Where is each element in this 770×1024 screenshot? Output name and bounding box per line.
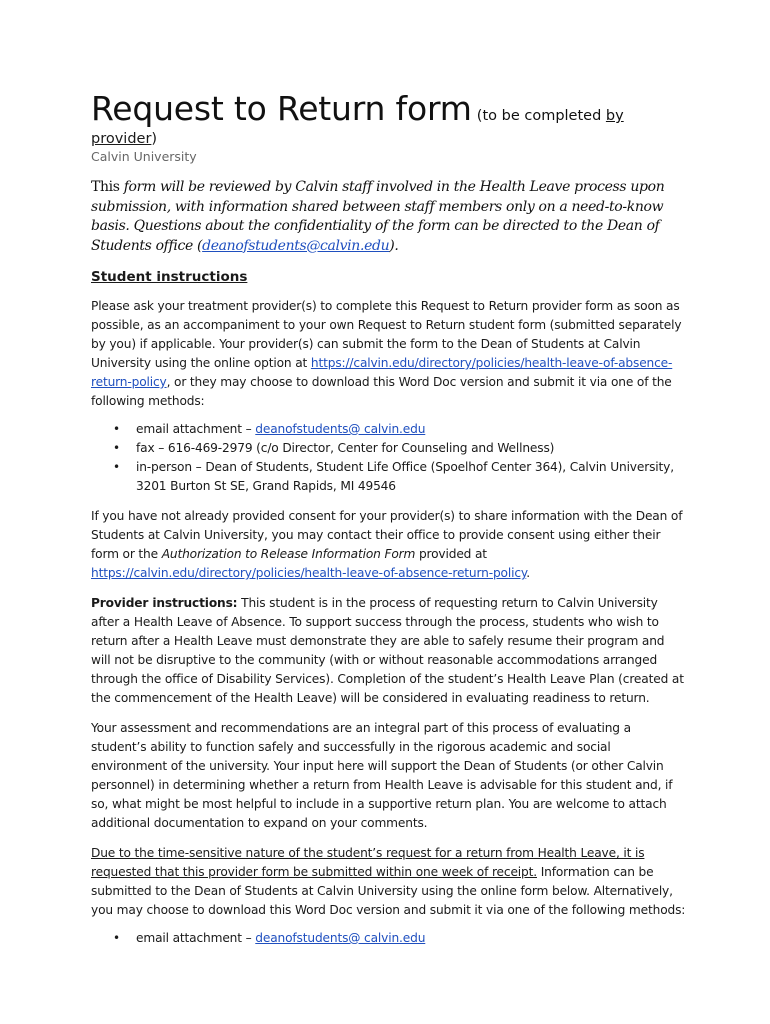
bullet-text: fax – 616-469-2979 (c/o Director, Center for Counseling and Wellness) bbox=[136, 441, 555, 455]
student-instructions-heading: Student instructions bbox=[91, 269, 248, 285]
title-parenthetical bbox=[477, 108, 624, 124]
list-item bbox=[91, 929, 686, 948]
paren-provider: provider bbox=[91, 131, 152, 147]
student-instructions-para2 bbox=[91, 507, 686, 583]
email-link[interactable]: deanofstudents@ calvin.edu bbox=[255, 422, 426, 436]
authorization-form-name: Authorization to Release Information Form bbox=[161, 547, 416, 561]
intro-email-link[interactable]: deanofstudents@calvin.edu bbox=[202, 237, 390, 254]
para2-mid: provided at bbox=[415, 547, 487, 561]
intro-text: form will be reviewed by Calvin staff involved in the Health Leave process upon submission, with information shared between staff members only on a need-to-know basis. Questions about the confidentiality of the form can be directed to the Dean of Students office ( bbox=[91, 179, 665, 254]
title-row bbox=[91, 89, 686, 128]
bullet-icon: • bbox=[113, 441, 120, 455]
provider-instructions-label: Provider instructions: bbox=[91, 596, 238, 610]
intro-end: ). bbox=[389, 237, 399, 254]
student-instructions-para1 bbox=[91, 297, 686, 411]
list-item bbox=[91, 420, 686, 439]
policy-link-2[interactable]: https://calvin.edu/directory/policies/health-leave-of-absence-return-policy bbox=[91, 566, 527, 580]
para2-text: If you have not already provided consent for your provider(s) to share information with the Dean of Students at Calvin University, you may contact their office to provide consent using either their form or the bbox=[91, 509, 683, 561]
bullet-icon: • bbox=[113, 931, 120, 945]
organization-name: Calvin University bbox=[91, 149, 197, 164]
provider-para3-text: Information can be submitted to the Dean of Students at Calvin University using the online form below. Alternatively, you may choose to download this Word Doc version and submit it via one of the following methods: bbox=[91, 865, 686, 917]
submission-methods-list bbox=[91, 420, 686, 496]
page-title: Request to Return form bbox=[91, 89, 472, 128]
provider-methods-list bbox=[91, 929, 686, 948]
paren-by: by bbox=[605, 108, 624, 124]
intro-lead: This bbox=[91, 179, 120, 195]
paren-close: ) bbox=[151, 131, 158, 147]
bullet-icon: • bbox=[113, 460, 120, 474]
paren-open: (to be completed bbox=[476, 108, 606, 124]
para1-end: , or they may choose to download this Word Doc version and submit it via one of the following methods: bbox=[91, 375, 672, 408]
provider-para1-text: This student is in the process of requesting return to Calvin University after a Health Leave of Absence. To support success through the process, students who wish to return after a Health Leave must demonstrate they are able to safely resume their program and will not be disruptive to the community (with or without reasonable accommodations arranged through the office of Disability Services). Completion of the student’s Health Leave Plan (created at the commencement of the Health Leave) will be considered in evaluating readiness to return. bbox=[91, 596, 684, 705]
intro-paragraph bbox=[91, 178, 686, 256]
deadline-notice: Due to the time-sensitive nature of the student’s request for a return from Health Leave, it is requested that this provider form be submitted within one week of receipt. bbox=[91, 846, 645, 879]
provider-instructions-para2: Your assessment and recommendations are an integral part of this process of evaluating a student’s ability to function safely and successfully in the rigorous academic and social environment of the university. Your input here will support the Dean of Students (or other Calvin personnel) in determining whether a return from Health Leave is advisable for this student and, if so, what might be most helpful to include in a supportive return plan. You are welcome to attach additional documentation to expand on your comments. bbox=[91, 721, 673, 830]
title-parenthetical-cont bbox=[91, 130, 686, 148]
bullet-text: email attachment – bbox=[136, 422, 256, 436]
bullet-icon: • bbox=[113, 422, 120, 436]
list-item bbox=[91, 439, 686, 458]
bullet-text: email attachment – bbox=[136, 931, 256, 945]
para1-text: Please ask your treatment provider(s) to complete this Request to Return provider form as soon as possible, as an accompaniment to your own Request to Return student form (submitted separately by you) if applicable. Your provider(s) can submit the form to the Dean of Students at Calvin University using the online option at bbox=[91, 299, 682, 370]
provider-instructions-para1 bbox=[91, 594, 686, 708]
list-item bbox=[91, 458, 686, 496]
provider-instructions-para3 bbox=[91, 844, 686, 920]
para2-end: . bbox=[526, 566, 530, 580]
policy-link-1[interactable]: https://calvin.edu/directory/policies/health-leave-of-absence-return-policy bbox=[91, 356, 673, 389]
bullet-text: in-person – Dean of Students, Student Life Office (Spoelhof Center 364), Calvin University, 3201 Burton St SE, Grand Rapids, MI 49546 bbox=[136, 460, 674, 493]
email-link[interactable]: deanofstudents@ calvin.edu bbox=[255, 931, 426, 945]
